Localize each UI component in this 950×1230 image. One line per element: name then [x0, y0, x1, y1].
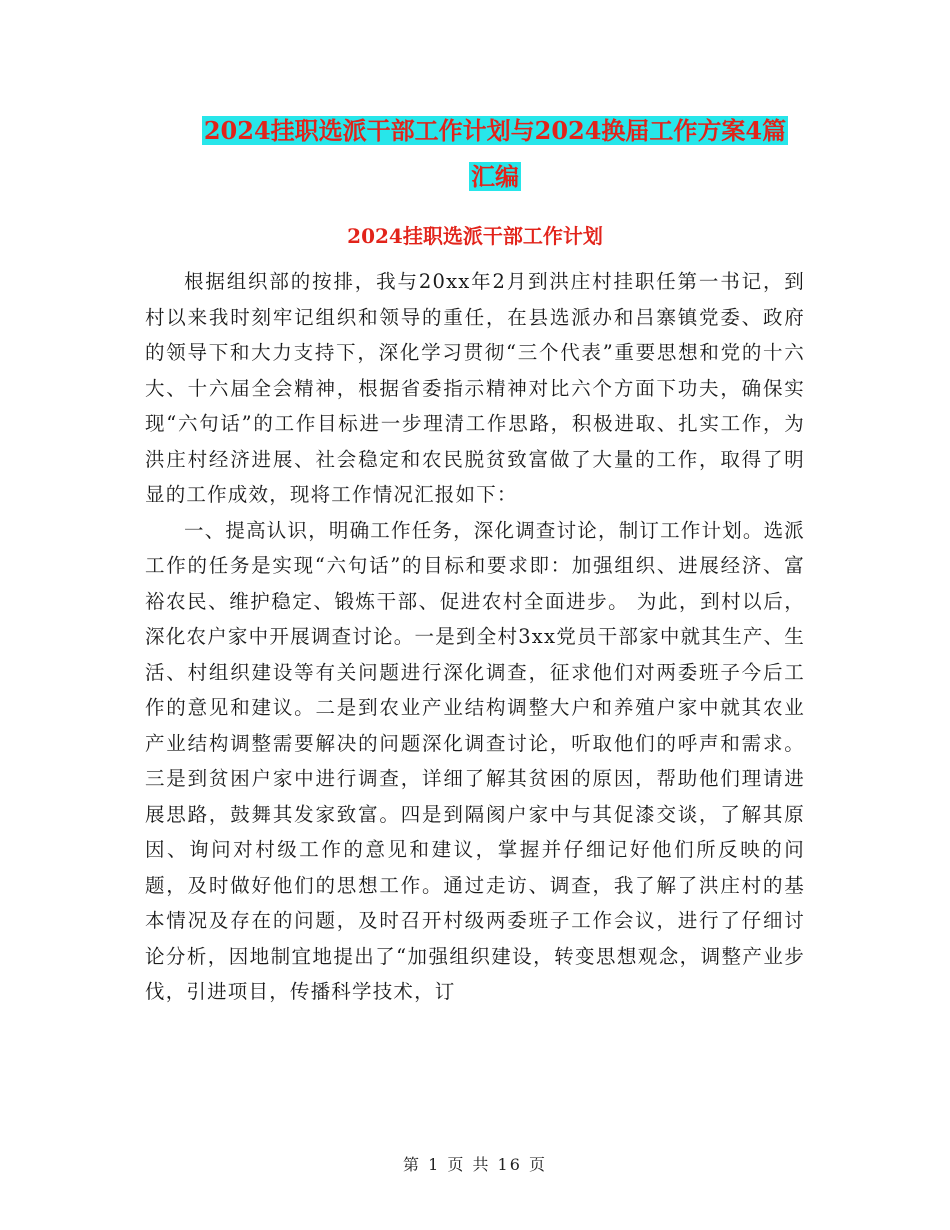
document-body [145, 264, 805, 1010]
document-title [150, 108, 840, 200]
page-number-footer: 第 1 页 共 16 页 [403, 1155, 547, 1174]
body-paragraph: 根据组织部的按排，我与20xx年2月到洪庄村挂职任第一书记，到村以来我时刻牢记组织和领导的重任，在县选派办和吕寨镇党委、政府的领导下和大力支持下，深化学习贯彻“三个代表”重要思想和党的十六大、十六届全会精神，根据省委指示精神对比六个方面下功夫，确保实现“六句话”的工作目标进一步理清工作思路，积极进取、扎实工作，为洪庄村经济进展、社会稳定和农民脱贫致富做了大量的工作，取得了明显的工作成效，现将工作情况汇报如下： [145, 270, 805, 506]
document-title-line1: 2024挂职选派干部工作计划与2024换届工作方案4篇 [203, 116, 787, 145]
section-title: 2024挂职选派干部工作计划 [347, 224, 603, 248]
body-paragraph: 一、提高认识，明确工作任务，深化调查讨论，制订工作计划。选派工作的任务是实现“六句话”的目标和要求即：加强组织、进展经济、富裕农民、维护稳定、锻炼干部、促进农村全面进步。 为此，到村以后，深化农户家中开展调查讨论。一是到全村3xx党员干部家中就其生产、生活、村组织建设等有关问题进行深化调查，征求他们对两委班子今后工作的意见和建议。二是到农业产业结构调整大户和养殖户家中就其农业产业结构调整需要解决的问题深化调查讨论，听取他们的呼声和需求。三是到贫困户家中进行调查，详细了解其贫困的原因，帮助他们理请进展思路，鼓舞其发家致富。四是到隔阂户家中与其促漆交谈，了解其原因、询问对村级工作的意见和建议，掌握并仔细记好他们所反映的问题，及时做好他们的思想工作。通过走访、调查，我了解了洪庄村的基本情况及存在的问题，及时召开村级两委班子工作会议，进行了仔细讨论分析，因地制宜地提出了“加强组织建设，转变思想观念，调整产业步伐，引进项目，传播科学技术，订 [145, 518, 806, 1003]
document-title-line2: 汇编 [471, 162, 519, 191]
